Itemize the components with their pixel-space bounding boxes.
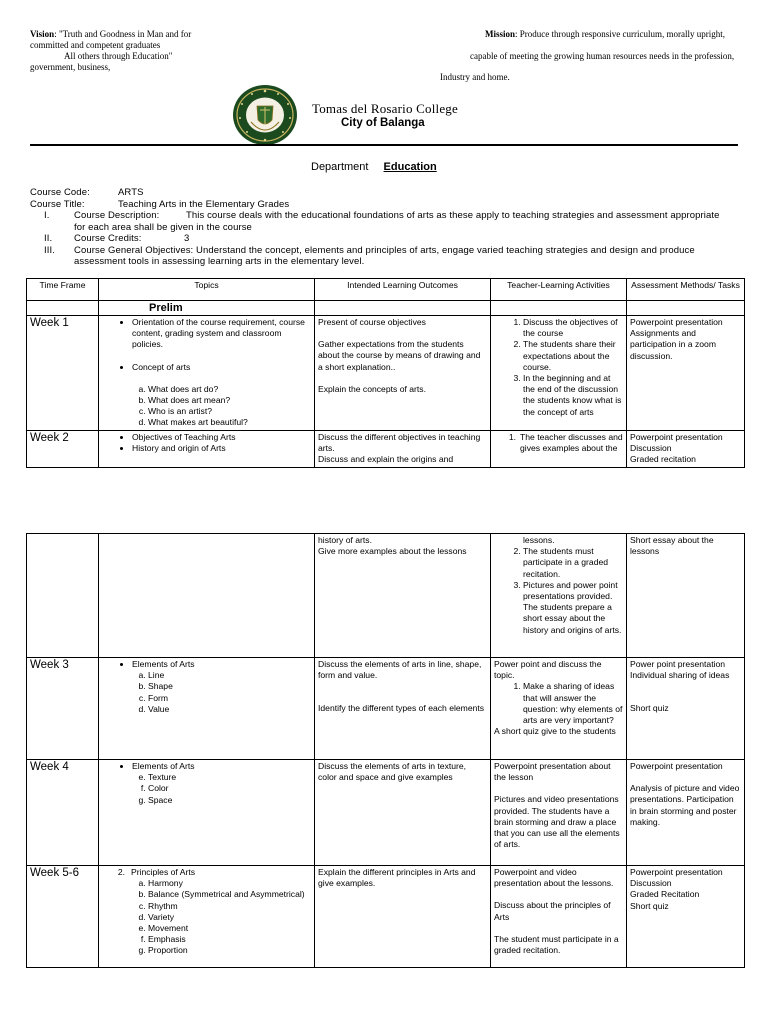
week1-topics — [99, 316, 315, 431]
list-item: g. Proportion — [148, 945, 311, 956]
list-item: c. Rhythm — [148, 901, 311, 912]
desc-text: This course deals with the educational foundations of arts as these apply to teaching strategies and assessment appropriate — [186, 210, 720, 221]
department-label: Department — [311, 161, 369, 173]
week2-tla — [491, 431, 627, 468]
week56-topic-num: 2. — [117, 867, 125, 877]
list-item: 2. The students must participate in a graded recitation. — [523, 546, 623, 580]
objectives-num: III. — [44, 244, 55, 256]
list-item: b. What does art mean? — [148, 395, 311, 406]
list-item: f. Emphasis — [148, 934, 311, 945]
list-item: • Elements of Arts — [132, 761, 311, 772]
week4-topics — [99, 760, 315, 866]
week4-tla1: Powerpoint presentation about the lesson — [494, 761, 611, 783]
week3-ilo1: Discuss the elements of arts in line, shape, form and value. — [318, 659, 482, 681]
course-code-value: ARTS — [118, 187, 144, 198]
week1-ilo2: Gather expectations from the students about the course by means of drawing and a short explanation.. — [318, 339, 481, 372]
week56-ilo: Explain the different principles in Arts and give examples. — [315, 866, 491, 968]
week1-tla — [491, 316, 627, 431]
objectives-text: Course General Objectives: Understand the concept, elements and principles of arts, engage varied teaching strategies and design and produce — [74, 244, 695, 256]
list-item: e. Texture — [148, 772, 311, 783]
college-city: City of Balanga — [341, 117, 425, 129]
week4-tla2: Pictures and video presentations provided. The students have a brain storming and draw a place that you can use all the elements of arts. — [494, 794, 620, 850]
week3-ilo — [315, 658, 491, 760]
list-item: d. What makes art beautiful? — [148, 417, 311, 428]
table-row-week1 — [27, 316, 745, 431]
list-item: b. Shape — [148, 681, 311, 692]
vision-line2: committed and competent graduates — [30, 40, 161, 50]
prelim-row — [27, 301, 745, 316]
mission-label: Mission — [485, 29, 516, 39]
list-item: 3. In the beginning and at the end of the discussion the students know what is the concept of arts — [523, 373, 623, 418]
week1-assessment: Powerpoint presentation Assignments and participation in a zoom discussion. — [627, 316, 745, 431]
mission-line2: capable of meeting the growing human resources needs in the profession, — [470, 51, 735, 61]
list-item: 3. Pictures and power point presentations provided. The students prepare a short essay about the history and origins of arts. — [523, 580, 623, 636]
course-title-label: Course Title: — [30, 198, 85, 210]
list-item: c. Form — [148, 693, 311, 704]
week3-ilo2: Identify the different types of each elements — [318, 703, 485, 714]
week4-assess1: Powerpoint presentation — [630, 761, 723, 771]
week2-tla-text: The teacher discusses and gives examples about the — [520, 432, 623, 454]
week1-label: Week 1 — [27, 316, 99, 431]
syllabus-table-part1 — [26, 278, 745, 468]
week3-tla — [491, 658, 627, 760]
cont-ilo: history of arts. Give more examples about the lessons — [315, 534, 491, 658]
week1-ilo1: Present of course objectives — [318, 317, 426, 327]
cont-assessment: Short essay about the lessons — [627, 534, 745, 658]
list-item: • Elements of Arts — [132, 659, 311, 670]
week56-topic: Principles of Arts — [131, 867, 195, 877]
vision-line4: government, business, — [30, 62, 111, 72]
list-item: f. Color — [148, 783, 311, 794]
week3-tla-intro: Power point and discuss the topic. — [494, 659, 602, 681]
list-item: • Concept of arts — [132, 362, 311, 373]
week56-label: Week 5-6 — [27, 866, 99, 968]
list-item: 1. Make a sharing of ideas that will answer the question: why elements of arts are very important? — [523, 681, 623, 726]
table-row-week2 — [27, 431, 745, 468]
desc-text2: for each area shall be given in the course — [74, 221, 252, 233]
week56-tla — [491, 866, 627, 968]
mission-line1 — [485, 29, 745, 40]
week4-tla — [491, 760, 627, 866]
list-item: g. Space — [148, 795, 311, 806]
prelim-label: Prelim — [99, 301, 315, 316]
list-item: a. Harmony — [148, 878, 311, 889]
desc-label: Course Description: — [74, 210, 160, 221]
week1-ilo — [315, 316, 491, 431]
table-row-week4 — [27, 760, 745, 866]
week2-assessment: Powerpoint presentation Discussion Graded recitation — [627, 431, 745, 468]
week3-assessment — [627, 658, 745, 760]
header-tla: Teacher-Learning Activities — [491, 279, 627, 301]
list-item: c. Who is an artist? — [148, 406, 311, 417]
list-item: • History and origin of Arts — [132, 443, 311, 454]
week4-assess2: Analysis of picture and video presentations. Participation in brain storming and poster making. — [630, 783, 740, 827]
header-topics: Topics — [99, 279, 315, 301]
list-item: 2. The students share their expectations about the course. — [523, 339, 623, 373]
header-divider — [30, 144, 738, 146]
credits-value: 3 — [184, 233, 190, 244]
college-name: Tomas del Rosario College — [312, 101, 458, 116]
table-row-week3 — [27, 658, 745, 760]
week4-ilo: Discuss the elements of arts in texture, color and space and give examples — [315, 760, 491, 866]
week3-topics — [99, 658, 315, 760]
mission-text: : Produce through responsive curriculum, morally upright, — [515, 29, 725, 39]
week56-topics — [99, 866, 315, 968]
table-row-continued — [27, 534, 745, 658]
week2-label: Week 2 — [27, 431, 99, 468]
list-item: d. Variety — [148, 912, 311, 923]
list-item: d. Value — [148, 704, 311, 715]
list-item: a. Line — [148, 670, 311, 681]
vision-label: Vision — [30, 29, 55, 39]
header-time-frame: Time Frame — [27, 279, 99, 301]
vision-line3: All others through Education" — [64, 51, 173, 61]
week56-assessment: Powerpoint presentation Discussion Graded Recitation Short quiz — [627, 866, 745, 968]
vision-block — [30, 29, 290, 73]
list-item: e. Movement — [148, 923, 311, 934]
department-line — [311, 161, 447, 173]
week3-assess2: Short quiz — [630, 703, 669, 714]
credits-num: II. — [44, 233, 53, 244]
week56-tla1: Powerpoint and video presentation about the lessons. — [494, 867, 614, 889]
week3-assess1: Power point presentation Individual sharing of ideas — [630, 659, 730, 681]
cont-tla-first: lessons. — [523, 535, 555, 545]
week1-ilo3: Explain the concepts of arts. — [318, 383, 426, 394]
course-code-label: Course Code: — [30, 187, 90, 198]
list-item: b. Balance (Symmetrical and Asymmetrical) — [148, 889, 311, 900]
week3-tla-outro: A short quiz give to the students — [494, 726, 616, 737]
mission-line3: Industry and home. — [440, 72, 510, 82]
desc-num: I. — [44, 210, 50, 221]
cont-tla — [491, 534, 627, 658]
syllabus-table-part2 — [26, 533, 745, 968]
week2-ilo: Discuss the different objectives in teaching arts. Discuss and explain the origins and — [315, 431, 491, 468]
objectives-text2: assessment tools in assessing learning arts in the elementary level. — [74, 256, 365, 267]
table-header-row — [27, 279, 745, 301]
course-info — [30, 187, 750, 268]
header-assessment: Assessment Methods/ Tasks — [627, 279, 745, 301]
college-seal-logo — [232, 84, 298, 146]
table-row-week5-6 — [27, 866, 745, 968]
week4-label: Week 4 — [27, 760, 99, 866]
credits-label: Course Credits: — [74, 233, 142, 244]
week3-label: Week 3 — [27, 658, 99, 760]
vision-text: : "Truth and Goodness in Man and for — [54, 29, 192, 39]
list-item: a. What does art do? — [148, 384, 311, 395]
list-item: • Orientation of the course requirement, course content, grading system and classroom policies. — [132, 317, 311, 351]
list-item: • Objectives of Teaching Arts — [132, 432, 311, 443]
list-item: 1. Discuss the objectives of the course — [523, 317, 623, 339]
department-value: Education — [383, 161, 437, 173]
week56-tla3: The student must participate in a graded recitation. — [494, 933, 619, 956]
week2-topics — [99, 431, 315, 468]
course-title-value: Teaching Arts in the Elementary Grades — [118, 198, 290, 210]
week56-tla2: Discuss about the principles of Arts — [494, 900, 611, 922]
header-ilo: Intended Learning Outcomes — [315, 279, 491, 301]
week4-assessment — [627, 760, 745, 866]
week2-tla-num: 1. — [508, 432, 516, 442]
